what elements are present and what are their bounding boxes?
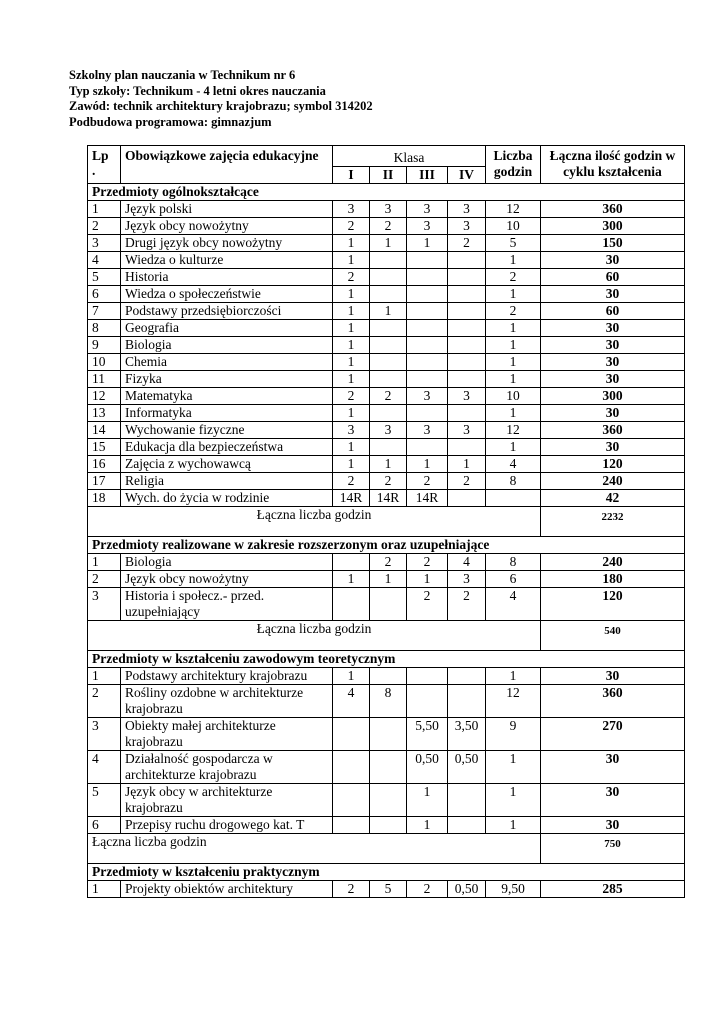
row-class-iv: 3 — [448, 571, 486, 588]
row-class-ii — [370, 668, 407, 685]
row-class-iii: 1 — [407, 456, 448, 473]
row-total-hours: 240 — [541, 554, 685, 571]
row-class-iii: 3 — [407, 201, 448, 218]
header-klasa: Klasa — [333, 146, 486, 167]
row-subject: Historia i społecz.- przed. uzupełniający — [121, 588, 333, 621]
row-subject: Język obcy nowożytny — [121, 218, 333, 235]
row-class-i: 1 — [333, 337, 370, 354]
row-total-hours: 240 — [541, 473, 685, 490]
row-lp: 12 — [88, 388, 121, 405]
row-total-hours: 285 — [541, 881, 685, 898]
row-liczba-godzin: 10 — [486, 218, 541, 235]
row-liczba-godzin: 4 — [486, 588, 541, 621]
row-lp: 1 — [88, 881, 121, 898]
row-liczba-godzin: 1 — [486, 371, 541, 388]
row-total-hours: 30 — [541, 751, 685, 784]
row-class-i — [333, 718, 370, 751]
row-class-iv: 0,50 — [448, 881, 486, 898]
row-class-iii: 1 — [407, 235, 448, 252]
row-class-iii: 1 — [407, 817, 448, 834]
row-class-iii: 2 — [407, 473, 448, 490]
row-class-iii — [407, 303, 448, 320]
row-class-ii — [370, 784, 407, 817]
row-class-iii: 0,50 — [407, 751, 448, 784]
row-class-i: 2 — [333, 473, 370, 490]
row-class-iii: 2 — [407, 554, 448, 571]
row-class-iv: 3 — [448, 218, 486, 235]
header-class-iii: III — [407, 167, 448, 184]
row-subject: Informatyka — [121, 405, 333, 422]
row-subject: Język obcy w architekturze krajobrazu — [121, 784, 333, 817]
row-subject: Język polski — [121, 201, 333, 218]
row-lp: 9 — [88, 337, 121, 354]
table-row — [88, 439, 685, 456]
row-class-ii — [370, 439, 407, 456]
row-liczba-godzin: 1 — [486, 784, 541, 817]
header-school-plan: Szkolny plan nauczania w Technikum nr 6 — [69, 68, 296, 82]
row-class-iii: 1 — [407, 784, 448, 817]
row-class-iv: 3 — [448, 422, 486, 439]
row-liczba-godzin: 1 — [486, 354, 541, 371]
header-class-iv: IV — [448, 167, 486, 184]
row-subject: Przepisy ruchu drogowego kat. T — [121, 817, 333, 834]
table-row — [88, 235, 685, 252]
row-class-ii: 5 — [370, 881, 407, 898]
row-total-hours: 360 — [541, 422, 685, 439]
row-class-ii — [370, 252, 407, 269]
row-class-iv — [448, 320, 486, 337]
table-row — [88, 320, 685, 337]
row-lp: 14 — [88, 422, 121, 439]
row-total-hours: 300 — [541, 388, 685, 405]
row-total-hours: 30 — [541, 354, 685, 371]
row-class-iv — [448, 405, 486, 422]
row-liczba-godzin: 1 — [486, 668, 541, 685]
row-liczba-godzin: 1 — [486, 252, 541, 269]
row-class-iv — [448, 784, 486, 817]
row-total-hours: 30 — [541, 286, 685, 303]
document-header — [69, 68, 373, 130]
row-liczba-godzin: 8 — [486, 473, 541, 490]
table-row — [88, 354, 685, 371]
row-class-ii: 2 — [370, 388, 407, 405]
row-class-i: 1 — [333, 320, 370, 337]
row-class-iv — [448, 668, 486, 685]
row-subject: Działalność gospodarcza w architekturze krajobrazu — [121, 751, 333, 784]
row-liczba-godzin: 5 — [486, 235, 541, 252]
row-class-iii: 1 — [407, 571, 448, 588]
row-class-iii — [407, 286, 448, 303]
row-class-iv — [448, 685, 486, 718]
row-subject: Projekty obiektów architektury — [121, 881, 333, 898]
row-class-i: 1 — [333, 371, 370, 388]
row-class-ii: 1 — [370, 456, 407, 473]
row-class-i: 1 — [333, 252, 370, 269]
table-row — [88, 286, 685, 303]
row-class-iii — [407, 269, 448, 286]
row-liczba-godzin: 1 — [486, 405, 541, 422]
row-liczba-godzin: 1 — [486, 817, 541, 834]
table-row — [88, 201, 685, 218]
row-class-iii — [407, 668, 448, 685]
row-class-ii — [370, 718, 407, 751]
header-lp: Lp . — [88, 146, 121, 184]
section-title: Przedmioty w kształceniu praktycznym — [88, 864, 685, 881]
sum-value: 2232 — [541, 507, 685, 537]
row-class-ii — [370, 337, 407, 354]
row-class-iii: 2 — [407, 588, 448, 621]
row-class-i: 1 — [333, 439, 370, 456]
row-class-ii — [370, 320, 407, 337]
row-subject: Podstawy architektury krajobrazu — [121, 668, 333, 685]
row-total-hours: 30 — [541, 252, 685, 269]
section-title-row — [88, 651, 685, 668]
row-total-hours: 30 — [541, 337, 685, 354]
row-subject: Język obcy nowożytny — [121, 571, 333, 588]
section-title-row — [88, 864, 685, 881]
row-total-hours: 360 — [541, 201, 685, 218]
header-class-i: I — [333, 167, 370, 184]
row-total-hours: 300 — [541, 218, 685, 235]
sum-label: Łączna liczba godzin — [88, 507, 541, 537]
row-lp: 13 — [88, 405, 121, 422]
row-total-hours: 30 — [541, 668, 685, 685]
row-class-ii: 2 — [370, 554, 407, 571]
header-class-ii: II — [370, 167, 407, 184]
row-class-iv — [448, 354, 486, 371]
row-class-iv — [448, 490, 486, 507]
row-liczba-godzin: 2 — [486, 269, 541, 286]
sum-label: Łączna liczba godzin — [88, 621, 541, 651]
row-lp: 8 — [88, 320, 121, 337]
row-class-ii: 14R — [370, 490, 407, 507]
row-class-iv — [448, 286, 486, 303]
row-class-iv — [448, 371, 486, 388]
row-lp: 15 — [88, 439, 121, 456]
row-class-iv — [448, 439, 486, 456]
sum-value: 750 — [541, 834, 685, 864]
header-total-hours: Łączna ilość godzin w cyklu kształcenia — [541, 146, 685, 184]
row-lp: 5 — [88, 269, 121, 286]
row-class-ii — [370, 588, 407, 621]
row-subject: Fizyka — [121, 371, 333, 388]
table-row — [88, 473, 685, 490]
row-subject: Chemia — [121, 354, 333, 371]
row-lp: 18 — [88, 490, 121, 507]
table-row — [88, 269, 685, 286]
row-lp: 1 — [88, 554, 121, 571]
table-row — [88, 718, 685, 751]
row-class-iii: 3 — [407, 422, 448, 439]
table-row — [88, 784, 685, 817]
row-class-iii — [407, 685, 448, 718]
row-class-ii: 3 — [370, 201, 407, 218]
row-total-hours: 30 — [541, 439, 685, 456]
row-subject: Drugi język obcy nowożytny — [121, 235, 333, 252]
row-total-hours: 120 — [541, 456, 685, 473]
row-class-ii — [370, 817, 407, 834]
table-row — [88, 881, 685, 898]
header-school-type: Typ szkoły: Technikum - 4 letni okres nauczania — [69, 83, 326, 98]
row-total-hours: 30 — [541, 320, 685, 337]
row-class-iv — [448, 269, 486, 286]
row-class-ii: 2 — [370, 218, 407, 235]
row-class-ii — [370, 286, 407, 303]
sum-value: 540 — [541, 621, 685, 651]
row-class-i: 1 — [333, 354, 370, 371]
row-liczba-godzin: 9 — [486, 718, 541, 751]
row-class-i: 1 — [333, 405, 370, 422]
row-class-iv: 3,50 — [448, 718, 486, 751]
row-total-hours: 120 — [541, 588, 685, 621]
row-class-i: 1 — [333, 303, 370, 320]
row-liczba-godzin: 12 — [486, 201, 541, 218]
section-title-row — [88, 184, 685, 201]
row-liczba-godzin — [486, 490, 541, 507]
row-lp: 6 — [88, 286, 121, 303]
row-total-hours: 60 — [541, 269, 685, 286]
row-class-ii — [370, 751, 407, 784]
row-total-hours: 270 — [541, 718, 685, 751]
table-row — [88, 490, 685, 507]
row-lp: 16 — [88, 456, 121, 473]
row-lp: 4 — [88, 252, 121, 269]
row-class-ii: 3 — [370, 422, 407, 439]
row-class-i: 1 — [333, 235, 370, 252]
row-class-iv: 2 — [448, 588, 486, 621]
row-class-ii — [370, 269, 407, 286]
row-class-iv: 0,50 — [448, 751, 486, 784]
row-subject: Wiedza o społeczeństwie — [121, 286, 333, 303]
row-class-iii: 14R — [407, 490, 448, 507]
row-total-hours: 60 — [541, 303, 685, 320]
row-class-iii — [407, 371, 448, 388]
table-row — [88, 668, 685, 685]
row-class-i — [333, 817, 370, 834]
header-program-base: Podbudowa programowa: gimnazjum — [69, 114, 272, 129]
row-lp: 6 — [88, 817, 121, 834]
row-subject: Biologia — [121, 554, 333, 571]
row-lp: 5 — [88, 784, 121, 817]
sum-row — [88, 834, 685, 864]
row-liczba-godzin: 1 — [486, 337, 541, 354]
row-liczba-godzin: 1 — [486, 439, 541, 456]
row-liczba-godzin: 1 — [486, 320, 541, 337]
row-liczba-godzin: 1 — [486, 751, 541, 784]
row-total-hours: 30 — [541, 784, 685, 817]
row-total-hours: 30 — [541, 817, 685, 834]
row-lp: 17 — [88, 473, 121, 490]
row-class-iv — [448, 337, 486, 354]
table-row — [88, 817, 685, 834]
table-row — [88, 588, 685, 621]
row-class-ii: 1 — [370, 235, 407, 252]
row-class-iv: 2 — [448, 473, 486, 490]
row-class-iii — [407, 337, 448, 354]
row-class-iii: 2 — [407, 881, 448, 898]
table-row — [88, 388, 685, 405]
row-liczba-godzin: 12 — [486, 422, 541, 439]
row-lp: 3 — [88, 235, 121, 252]
table-row — [88, 685, 685, 718]
row-lp: 1 — [88, 201, 121, 218]
row-lp: 11 — [88, 371, 121, 388]
row-lp: 2 — [88, 571, 121, 588]
row-class-iii: 3 — [407, 218, 448, 235]
row-subject: Geografia — [121, 320, 333, 337]
row-class-i: 14R — [333, 490, 370, 507]
row-class-iv: 3 — [448, 201, 486, 218]
row-subject: Matematyka — [121, 388, 333, 405]
row-class-iii — [407, 439, 448, 456]
row-subject: Edukacja dla bezpieczeństwa — [121, 439, 333, 456]
row-class-iv — [448, 817, 486, 834]
row-class-iv: 1 — [448, 456, 486, 473]
row-class-iv: 4 — [448, 554, 486, 571]
row-class-ii — [370, 405, 407, 422]
row-class-i — [333, 554, 370, 571]
table-row — [88, 456, 685, 473]
row-liczba-godzin: 4 — [486, 456, 541, 473]
row-class-iv — [448, 303, 486, 320]
row-liczba-godzin: 6 — [486, 571, 541, 588]
row-total-hours: 30 — [541, 405, 685, 422]
row-subject: Podstawy przedsiębiorczości — [121, 303, 333, 320]
row-class-i: 2 — [333, 218, 370, 235]
row-total-hours: 180 — [541, 571, 685, 588]
row-class-iii — [407, 405, 448, 422]
header-profession: Zawód: technik architektury krajobrazu; symbol 314202 — [69, 99, 373, 113]
row-lp: 3 — [88, 718, 121, 751]
row-total-hours: 30 — [541, 371, 685, 388]
row-class-iv — [448, 252, 486, 269]
row-lp: 2 — [88, 685, 121, 718]
row-subject: Wiedza o kulturze — [121, 252, 333, 269]
table-row — [88, 303, 685, 320]
row-total-hours: 360 — [541, 685, 685, 718]
row-subject: Wych. do życia w rodzinie — [121, 490, 333, 507]
table-row — [88, 422, 685, 439]
row-lp: 3 — [88, 588, 121, 621]
row-liczba-godzin: 8 — [486, 554, 541, 571]
row-total-hours: 42 — [541, 490, 685, 507]
row-class-i: 4 — [333, 685, 370, 718]
header-liczba-godzin: Liczba godzin — [486, 146, 541, 184]
row-class-ii: 1 — [370, 571, 407, 588]
row-class-i: 2 — [333, 269, 370, 286]
section-title: Przedmioty w kształceniu zawodowym teoretycznym — [88, 651, 685, 668]
row-class-i: 3 — [333, 422, 370, 439]
row-liczba-godzin: 1 — [486, 286, 541, 303]
row-class-i — [333, 588, 370, 621]
row-subject: Wychowanie fizyczne — [121, 422, 333, 439]
sum-row — [88, 507, 685, 537]
sum-label: Łączna liczba godzin — [88, 834, 541, 864]
row-class-i: 3 — [333, 201, 370, 218]
row-class-ii: 8 — [370, 685, 407, 718]
table-row — [88, 405, 685, 422]
row-lp: 1 — [88, 668, 121, 685]
row-subject: Obiekty małej architekturze krajobrazu — [121, 718, 333, 751]
row-class-iii: 3 — [407, 388, 448, 405]
row-subject: Historia — [121, 269, 333, 286]
row-class-i: 1 — [333, 571, 370, 588]
row-subject: Rośliny ozdobne w architekturze krajobrazu — [121, 685, 333, 718]
row-class-i: 2 — [333, 881, 370, 898]
row-subject: Zajęcia z wychowawcą — [121, 456, 333, 473]
header-subject: Obowiązkowe zajęcia edukacyjne — [121, 146, 333, 184]
section-title: Przedmioty realizowane w zakresie rozszerzonym oraz uzupełniające — [88, 537, 685, 554]
row-lp: 2 — [88, 218, 121, 235]
table-row — [88, 218, 685, 235]
row-subject: Religia — [121, 473, 333, 490]
row-class-i: 1 — [333, 286, 370, 303]
row-subject: Biologia — [121, 337, 333, 354]
row-class-iii: 5,50 — [407, 718, 448, 751]
row-class-iv: 3 — [448, 388, 486, 405]
row-lp: 7 — [88, 303, 121, 320]
row-class-iii — [407, 252, 448, 269]
row-class-ii — [370, 354, 407, 371]
table-row — [88, 371, 685, 388]
row-class-i: 1 — [333, 668, 370, 685]
row-class-ii: 2 — [370, 473, 407, 490]
row-class-i: 1 — [333, 456, 370, 473]
row-liczba-godzin: 12 — [486, 685, 541, 718]
table-row — [88, 554, 685, 571]
table-row — [88, 571, 685, 588]
table-row — [88, 252, 685, 269]
row-lp: 4 — [88, 751, 121, 784]
row-class-i — [333, 751, 370, 784]
curriculum-table — [87, 145, 685, 898]
row-class-iv: 2 — [448, 235, 486, 252]
table-row — [88, 751, 685, 784]
row-class-i: 2 — [333, 388, 370, 405]
section-title: Przedmioty ogólnokształcące — [88, 184, 685, 201]
sum-row — [88, 621, 685, 651]
row-total-hours: 150 — [541, 235, 685, 252]
table-row — [88, 337, 685, 354]
row-liczba-godzin: 2 — [486, 303, 541, 320]
row-liczba-godzin: 10 — [486, 388, 541, 405]
row-class-ii — [370, 371, 407, 388]
row-class-iii — [407, 320, 448, 337]
row-class-iii — [407, 354, 448, 371]
row-lp: 10 — [88, 354, 121, 371]
section-title-row — [88, 537, 685, 554]
row-class-ii: 1 — [370, 303, 407, 320]
row-class-i — [333, 784, 370, 817]
row-liczba-godzin: 9,50 — [486, 881, 541, 898]
